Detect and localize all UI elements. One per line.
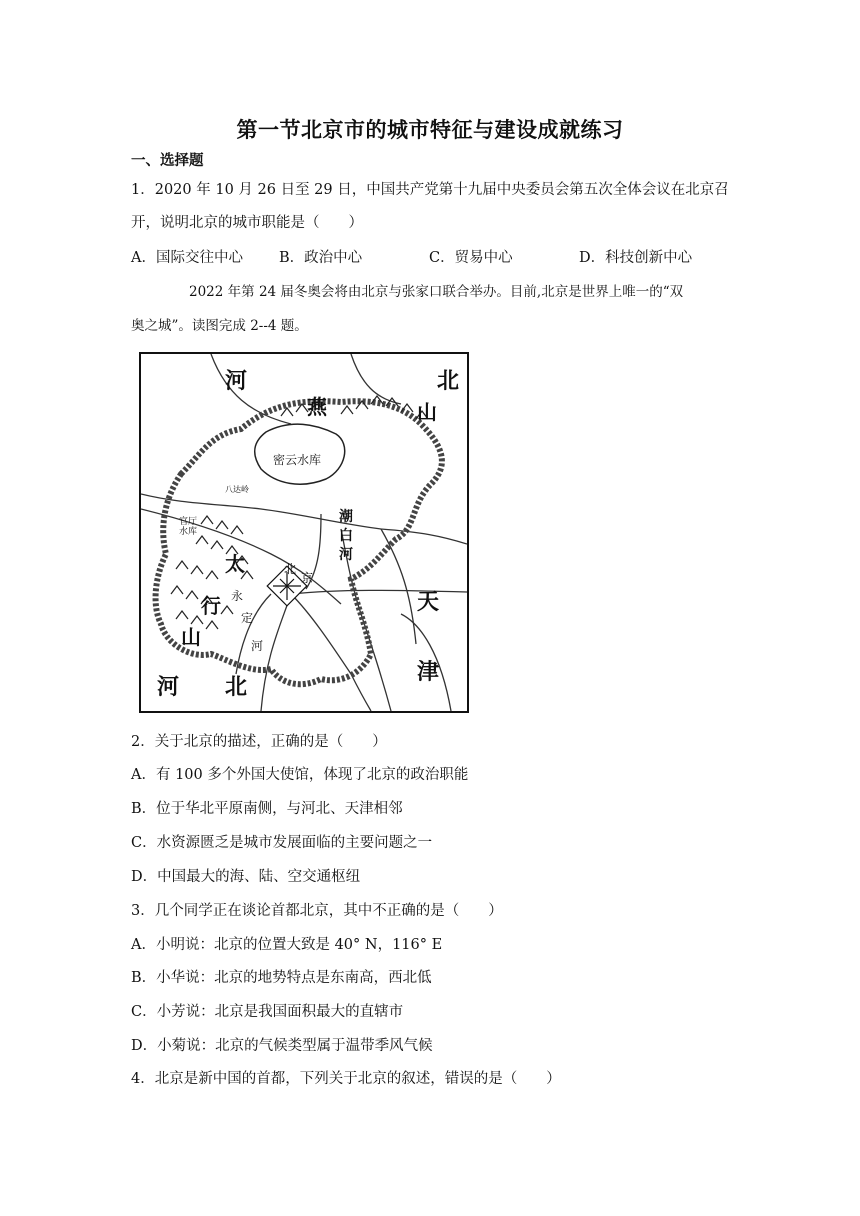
label-shan-top: 山: [417, 400, 437, 424]
label-yan: 燕: [307, 395, 327, 419]
q1-option-c: C．贸易中心: [429, 250, 513, 266]
label-bai: 白: [339, 528, 353, 544]
q2-option-b: B．位于华北平原南侧，与河北、天津相邻: [131, 801, 403, 817]
q1-stem-line2: 开，说明北京的城市职能是（ ）: [131, 215, 363, 231]
q1-stem-line1: 1．2020 年 10 月 26 日至 29 日，中国共产党第十九届中央委员会第五次全体会议在北京召: [131, 182, 729, 198]
q3-stem: 3．几个同学正在谈论首都北京，其中不正确的是（ ）: [131, 903, 503, 919]
q3-option-b: B．小华说：北京的地势特点是东南高，西北低: [131, 970, 432, 986]
q4-stem: 4．北京是新中国的首都，下列关于北京的叙述，错误的是（ ）: [131, 1071, 561, 1087]
label-hebei-top-he: 河: [225, 369, 248, 394]
q1-option-a: A．国际交往中心: [131, 250, 243, 266]
label-ding: 定: [241, 611, 254, 625]
label-bei-bottom: 北: [225, 675, 248, 700]
label-he-yongding: 河: [251, 639, 264, 653]
q3-option-d: D．小菊说：北京的气候类型属于温带季风气候: [131, 1038, 433, 1054]
page-title: 第一节北京市的城市特征与建设成就练习: [236, 118, 624, 142]
label-he-chaobai: 河: [339, 547, 353, 563]
intro-line2: 奥之城”。读图完成 2--4 题。: [131, 318, 308, 334]
q3-option-a: A．小明说：北京的位置大致是 40° N，116° E: [131, 937, 443, 953]
intro-line1: 2022 年第 24 届冬奥会将由北京与张家口联合举办。目前,北京是世界上唯一的“双: [189, 284, 684, 300]
map-graphic: [141, 354, 467, 711]
q2-option-c: C．水资源匮乏是城市发展面临的主要问题之一: [131, 835, 433, 851]
q2-stem: 2．关于北京的描述，正确的是（ ）: [131, 734, 387, 750]
label-bei-city: 北: [284, 562, 297, 576]
q3-option-c: C．小芳说：北京是我国面积最大的直辖市: [131, 1004, 404, 1020]
q1-option-d: D．科技创新中心: [579, 250, 693, 266]
label-hebei-bottom-he: 河: [157, 675, 180, 700]
label-guanting-2: 水库: [179, 527, 198, 537]
beijing-map: [139, 352, 469, 713]
label-xing: 行: [201, 594, 221, 618]
label-yong: 永: [231, 589, 244, 603]
label-jing-city: 京: [301, 571, 314, 585]
label-tian: 天: [417, 590, 440, 615]
label-chao: 潮: [339, 509, 353, 525]
label-tai: 太: [225, 552, 245, 576]
label-miyun: 密云水库: [273, 453, 322, 467]
q1-option-b: B．政治中心: [279, 250, 363, 266]
label-shan-left: 山: [181, 625, 201, 649]
q2-option-a: A．有 100 多个外国大使馆，体现了北京的政治职能: [131, 767, 469, 783]
label-bei-top: 北: [437, 369, 460, 394]
label-guanting-1: 官厅: [179, 517, 198, 527]
section-heading: 一、选择题: [131, 153, 204, 169]
label-badaling: 八达岭: [225, 485, 249, 494]
label-jin: 津: [417, 660, 440, 685]
q2-option-d: D．中国最大的海、陆、空交通枢纽: [131, 869, 361, 885]
